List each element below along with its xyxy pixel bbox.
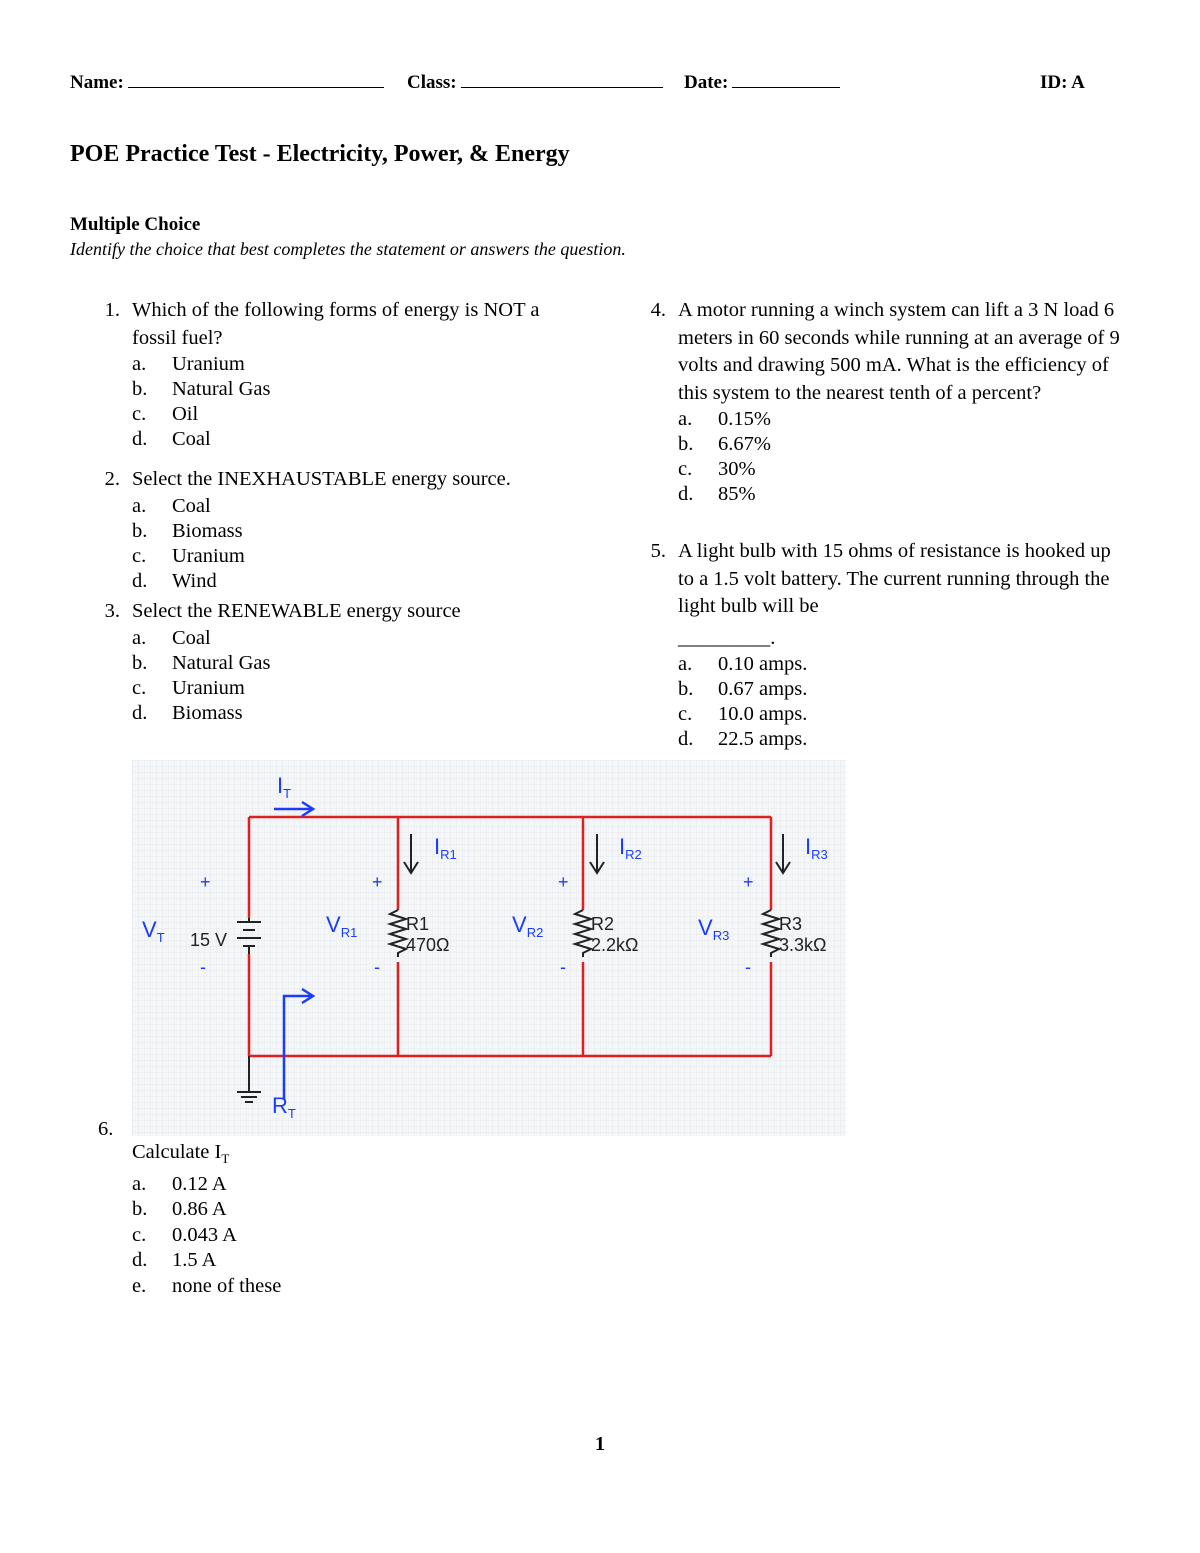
- answer-option: d. 22.5 amps.: [678, 728, 808, 750]
- page-title: POE Practice Test - Electricity, Power, & Energy: [70, 141, 570, 167]
- date-label: Date:: [684, 72, 729, 93]
- answer-option: a. Uranium: [132, 353, 245, 375]
- answer-option: a. Coal: [132, 494, 211, 517]
- r3-plus-sign: +: [743, 872, 754, 892]
- answer-option: a. Coal: [132, 626, 211, 649]
- question-stem: Select the INEXHAUSTABLE energy source.: [132, 468, 511, 490]
- class-blank: [461, 73, 663, 88]
- answer-option: b. Biomass: [132, 519, 243, 542]
- r2-current-label: $I_{R2}$: [619, 834, 642, 862]
- answer-option: c. Uranium: [132, 676, 245, 699]
- r1-plus-sign: +: [372, 872, 383, 892]
- source-plus-sign: +: [200, 872, 211, 892]
- r2-name-label: R2: [591, 914, 615, 934]
- answer-option: a. 0.12 A: [132, 1172, 227, 1195]
- answer-option: c. 30%: [678, 458, 756, 480]
- r3-minus-sign: -: [745, 957, 751, 977]
- answer-option: a. 0.15%: [678, 408, 771, 430]
- class-field: [407, 72, 663, 94]
- answer-option: a. 0.10 amps.: [678, 653, 808, 675]
- r3-voltage-label: $V_{R3}$: [698, 915, 730, 943]
- section-instructions: Identify the choice that best completes the statement or answers the question.: [70, 239, 626, 259]
- source-minus-sign: -: [200, 957, 206, 977]
- r2-value-label: 2.2kΩ: [591, 935, 639, 955]
- circuit-diagram: [132, 760, 846, 1136]
- question-stem: A light bulb with 15 ohms of resistance is hooked up to a 1.5 volt battery. The current running through the light bulb will be _________.: [678, 538, 1112, 652]
- question-5: [632, 538, 1112, 752]
- section-heading: Multiple Choice: [70, 214, 201, 235]
- r3-value-label: 3.3kΩ: [779, 935, 827, 955]
- question-number: 4.: [650, 299, 666, 321]
- answer-option: b. Natural Gas: [132, 651, 271, 674]
- answer-option: c. Uranium: [132, 544, 245, 567]
- date-blank: [732, 73, 840, 88]
- answer-option: c. Oil: [132, 403, 199, 425]
- question-number: 2.: [104, 468, 120, 490]
- question-stem: Select the RENEWABLE energy source: [132, 600, 461, 622]
- r1-current-label: $I_{R1}$: [434, 834, 457, 862]
- question-number: 5.: [650, 540, 666, 562]
- r1-name-label: R1: [406, 914, 430, 934]
- question-3: [86, 598, 586, 726]
- answer-option: c. 0.043 A: [132, 1223, 237, 1246]
- answer-option: b. 0.86 A: [132, 1198, 227, 1221]
- r1-value-label: 470Ω: [406, 935, 450, 955]
- class-label: Class:: [407, 72, 457, 93]
- r2-voltage-label: $V_{R2}$: [512, 912, 544, 940]
- answer-option: d. Biomass: [132, 701, 243, 724]
- answer-option: e. none of these: [132, 1274, 282, 1297]
- date-field: [684, 72, 840, 94]
- question-6: [132, 1140, 281, 1299]
- r2-plus-sign: +: [558, 872, 569, 892]
- answer-option: b. Natural Gas: [132, 378, 271, 400]
- answer-option: d. 1.5 A: [132, 1249, 217, 1272]
- total-current-label: $I_T$: [277, 773, 292, 801]
- name-field: [70, 72, 384, 94]
- answer-option: d. 85%: [678, 483, 756, 505]
- page-number: 1: [595, 1433, 605, 1455]
- question-number: 3.: [104, 600, 120, 622]
- answer-option: b. 0.67 amps.: [678, 678, 808, 700]
- total-resistance-label: $R_T$: [272, 1093, 296, 1121]
- r3-current-label: $I_{R3}$: [805, 834, 828, 862]
- question-6-number: 6.: [98, 1118, 114, 1140]
- question-stem: Calculate $I_T$: [132, 1141, 230, 1167]
- question-number: 1.: [104, 299, 120, 321]
- test-id: ID: A: [1040, 72, 1085, 93]
- answer-option: c. 10.0 amps.: [678, 703, 808, 725]
- answer-option: d. Coal: [132, 428, 211, 450]
- question-2: [86, 466, 586, 594]
- answer-option: d. Wind: [132, 569, 217, 592]
- question-4: [632, 297, 1132, 507]
- r1-voltage-label: $V_{R1}$: [326, 912, 358, 940]
- name-label: Name:: [70, 72, 124, 93]
- name-blank: [128, 73, 384, 88]
- answer-option: b. 6.67%: [678, 433, 771, 455]
- r1-minus-sign: -: [374, 957, 380, 977]
- question-1: [86, 297, 546, 452]
- r2-minus-sign: -: [560, 957, 566, 977]
- question-stem: Which of the following forms of energy is NOT a fossil fuel?: [132, 299, 540, 349]
- r3-name-label: R3: [779, 914, 803, 934]
- source-voltage-label: $V_T$: [142, 917, 165, 945]
- answer-blank: _________.: [678, 626, 776, 649]
- source-value-label: 15 V: [190, 930, 228, 950]
- question-stem: A motor running a winch system can lift a 3 N load 6 meters in 60 seconds while running at an average of 9 volts and drawing 500 mA. What is the efficiency of this system to the nearest tenth of a percent?: [678, 299, 1120, 404]
